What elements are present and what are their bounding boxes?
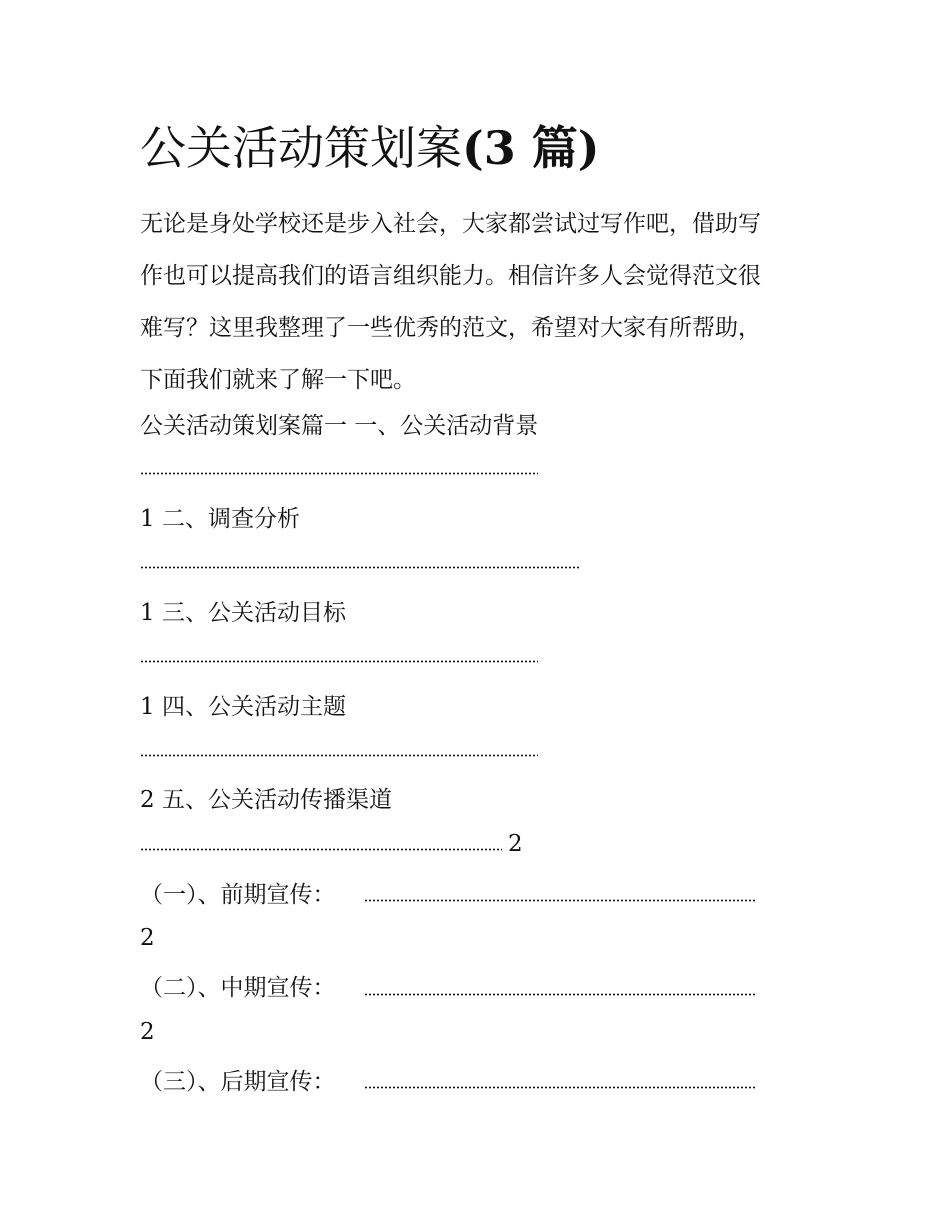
- intro-paragraph: [140, 198, 820, 406]
- intro-line: 难写？这里我整理了一些优秀的范文，希望对大家有所帮助，: [140, 315, 761, 341]
- intro-line: 下面我们就来了解一下吧。: [140, 367, 416, 393]
- toc-subitem: （二）、中期宣传：: [140, 975, 336, 1001]
- title-suffix: (3 篇): [462, 121, 600, 175]
- toc-leader-dots: [364, 1086, 757, 1089]
- toc-item: 2 五、公关活动传播渠道: [140, 787, 392, 813]
- toc-leader-dots: [140, 848, 502, 851]
- toc-subitem: （一）、前期宣传：: [140, 882, 336, 908]
- toc-item: 1 二、调查分析: [140, 506, 300, 532]
- toc-page-number: 2: [140, 925, 155, 951]
- intro-line: 作也可以提高我们的语言组织能力。相信许多人会觉得范文很: [140, 263, 761, 289]
- toc-leader-dots: [140, 472, 538, 475]
- toc-item: 1 四、公关活动主题: [140, 694, 346, 720]
- toc-item: 1 三、公关活动目标: [140, 600, 346, 626]
- toc-leader-dots: [140, 660, 538, 663]
- toc-subitem: （三）、后期宣传：: [140, 1069, 336, 1095]
- title-prefix: 公关活动策划案: [140, 121, 462, 175]
- document-title: [140, 118, 600, 178]
- toc-leader-dots: [140, 754, 538, 757]
- toc-leader-dots: [364, 899, 757, 902]
- toc-page-number: 2: [508, 831, 523, 857]
- toc-leader-dots: [140, 566, 580, 569]
- toc-page-number: 2: [140, 1019, 155, 1045]
- toc-heading-line: 公关活动策划案篇一 一、公关活动背景: [140, 413, 539, 439]
- intro-line: 无论是身处学校还是步入社会，大家都尝试过写作吧，借助写: [140, 211, 761, 237]
- toc-leader-dots: [364, 993, 757, 996]
